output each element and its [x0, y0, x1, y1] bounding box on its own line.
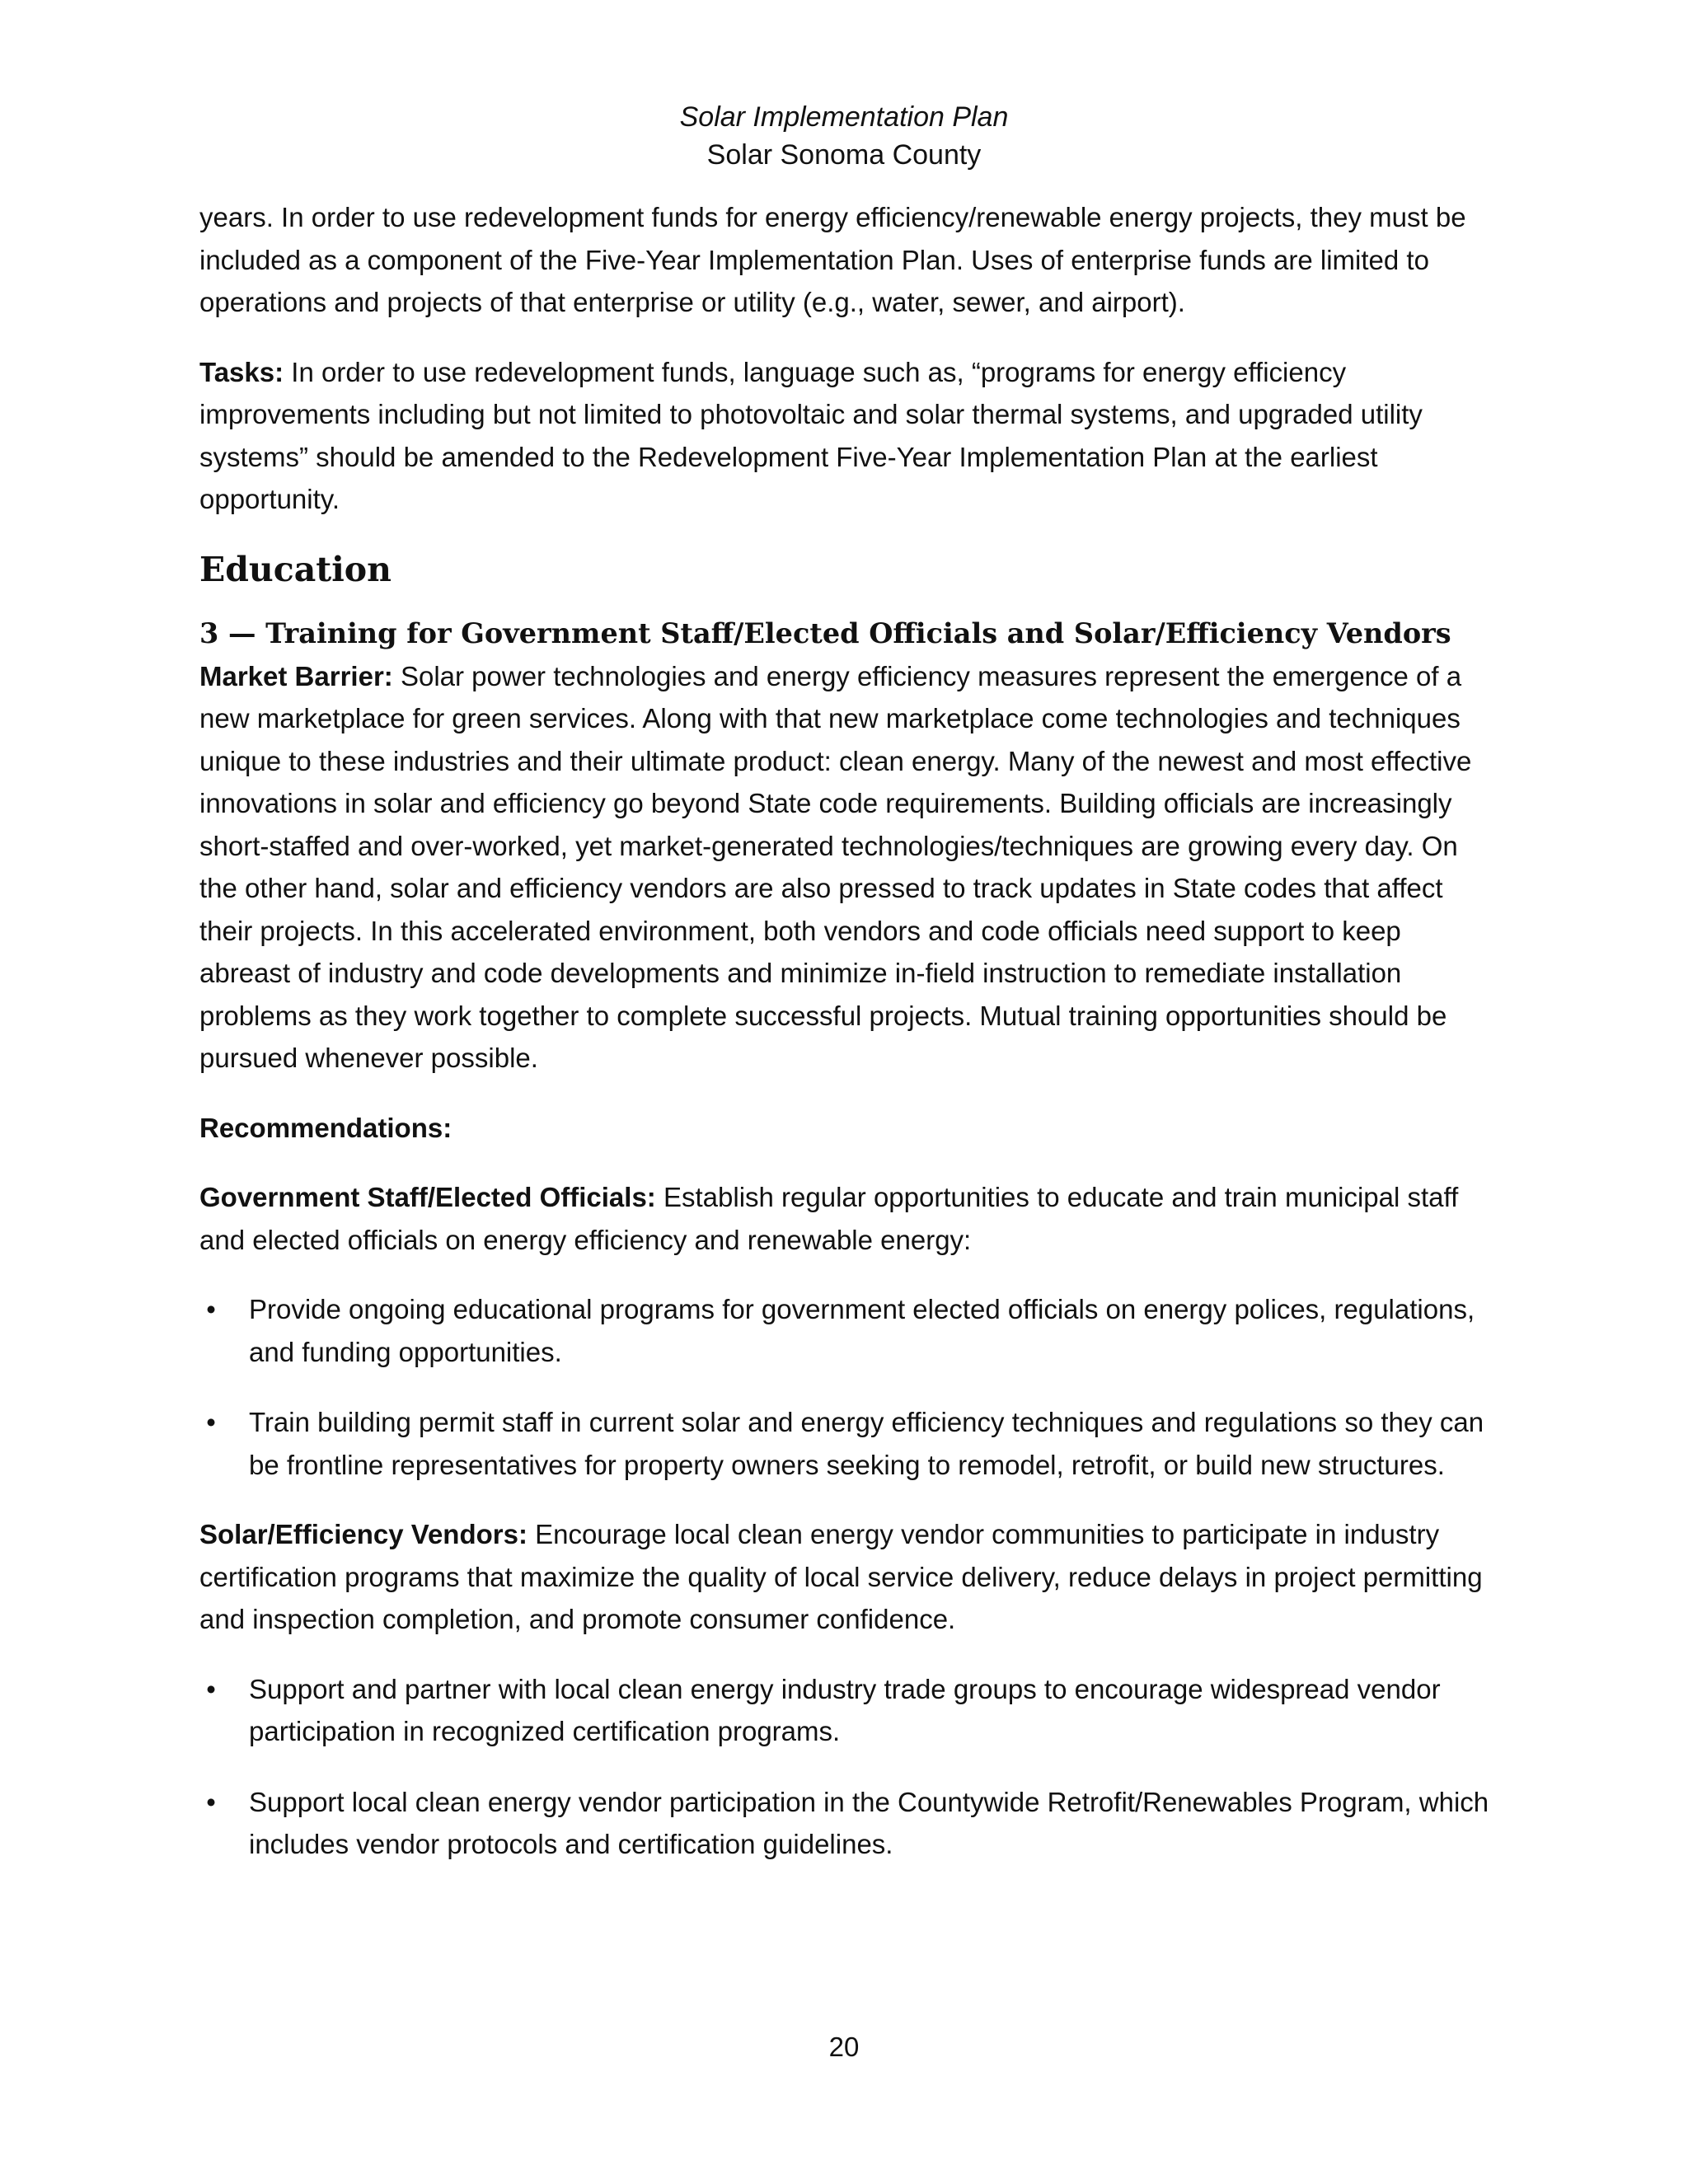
market-barrier-paragraph: [199, 655, 1493, 1080]
government-text: Establish regular opportunities to educate and train municipal staff and elected officials on energy efficiency and renewable energy:: [199, 1182, 1459, 1255]
market-barrier-text: Solar power technologies and energy efficiency measures represent the emergence of a new marketplace for green services. Along with that new marketplace come technologies and techniques unique to these industries and their ultimate product: clean energy. Many of the newest and most effective innovations in solar and efficiency go beyond State code requirements. Building officials are increasingly short-staffed and over-worked, yet market-generated technologies/techniques are growing every day. On the other hand, solar and efficiency vendors are also pressed to track updates in State codes that affect their projects. In this accelerated environment, both vendors and code officials need support to keep abreast of industry and code developments and minimize in-field instruction to remediate installation problems as they work together to complete successful projects. Mutual training opportunities should be pursued whenever possible.: [199, 660, 1472, 1073]
list-item-text: Provide ongoing educational programs for government elected officials on energy polices, regulations, and funding opportunities.: [249, 1294, 1475, 1367]
list-item-text: Support local clean energy vendor participation in the Countywide Retrofit/Renewables Program, which includes vendor protocols and certification guidelines.: [249, 1786, 1489, 1859]
header-organization: Solar Sonoma County: [706, 139, 982, 171]
list-item-text: Train building permit staff in current solar and energy efficiency techniques and regulations so they can be frontline representatives for property owners seeking to remodel, retrofit, or build new structures.: [249, 1407, 1484, 1480]
header-title: Solar Implementation Plan: [679, 101, 1009, 133]
recommendations-label: Recommendations:: [199, 1112, 452, 1143]
vendors-paragraph: [199, 1513, 1493, 1641]
bullet-icon: •: [206, 1673, 216, 1704]
bullet-icon: •: [206, 1407, 216, 1437]
tasks-label: Tasks:: [199, 356, 284, 387]
page-body: [199, 196, 1493, 1893]
government-label: Government Staff/Elected Officials:: [199, 1182, 656, 1212]
vendors-bullet-list: [199, 1668, 1493, 1866]
tasks-paragraph: [199, 351, 1493, 521]
recommendations-heading: [199, 1107, 1493, 1150]
bullet-icon: •: [206, 1294, 216, 1324]
government-paragraph: [199, 1176, 1493, 1261]
list-item: [199, 1781, 1493, 1866]
section-heading-education: Education: [199, 549, 392, 589]
list-item-text: Support and partner with local clean energy industry trade groups to encourage widespread vendor participation in recognized certification programs.: [249, 1673, 1441, 1746]
vendors-text: Encourage local clean energy vendor communities to participate in industry certification programs that maximize the quality of local service delivery, reduce delays in project permitting and inspection completion, and promote consumer confidence.: [199, 1519, 1483, 1634]
intro-paragraph: years. In order to use redevelopment funds for energy efficiency/renewable energy projects, they must be included as a component of the Five-Year Implementation Plan. Uses of enterprise funds are limited to operations and projects of that enterprise or utility (e.g., water, sewer, and airport).: [199, 202, 1466, 317]
vendors-label: Solar/Efficiency Vendors:: [199, 1519, 528, 1549]
tasks-text: In order to use redevelopment funds, language such as, “programs for energy efficiency improvements including but not limited to photovoltaic and solar thermal systems, and upgraded utility systems” should be amended to the Redevelopment Five-Year Implementation Plan at the earliest opportunity.: [199, 356, 1423, 514]
list-item: [199, 1401, 1493, 1486]
government-bullet-list: [199, 1288, 1493, 1486]
market-barrier-label: Market Barrier:: [199, 660, 393, 691]
list-item: [199, 1668, 1493, 1753]
page-number: 20: [828, 2032, 860, 2062]
list-item: [199, 1288, 1493, 1373]
subsection-heading-training: 3 — Training for Government Staff/Elected Officials and Solar/Efficiency Vendors: [199, 616, 1451, 649]
bullet-icon: •: [206, 1786, 216, 1817]
